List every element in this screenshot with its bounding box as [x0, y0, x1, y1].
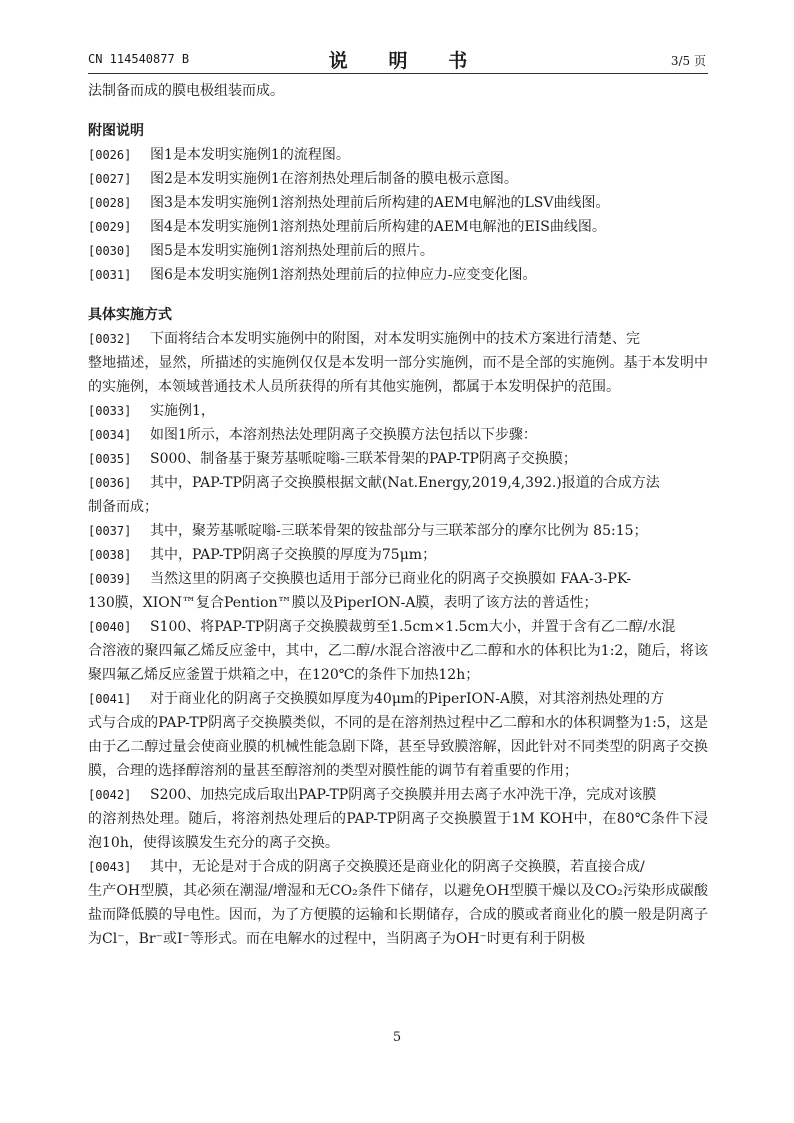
paragraph — [88, 215, 708, 239]
page-header — [88, 46, 708, 72]
embodiment-list — [88, 327, 708, 951]
paragraph-number: [0036] — [88, 476, 132, 490]
paragraph — [88, 783, 708, 807]
figure-list — [88, 143, 708, 287]
paragraph-text: 其中，PAP-TP阴离子交换膜的厚度为75μm； — [150, 547, 437, 563]
paragraph-number: [0040] — [88, 620, 132, 634]
paragraph-continuation: 整地描述，显然，所描述的实施例仅仅是本发明一部分实施例，而不是全部的实施例。基于本发明中的实施例，本领域普通技术人员所获得的所有其他实施例，都属于本发明保护的范围。 — [88, 355, 708, 395]
paragraph-number: [0034] — [88, 428, 132, 442]
intro-line: 法制备而成的膜电极组装而成。 — [88, 83, 284, 99]
paragraph — [88, 143, 708, 167]
paragraph — [88, 423, 708, 447]
paragraph-continuation: 130膜，XION™复合Pention™膜以及PiperION-A膜，表明了该方法的普适性； — [88, 595, 598, 611]
patent-number: CN 114540877 B — [88, 52, 190, 66]
paragraph-text: S200、加热完成后取出PAP-TP阴离子交换膜并用去离子水冲洗干净，完成对该膜 — [150, 787, 657, 803]
paragraph-continuation: 合溶液的聚四氟乙烯反应釜中，其中，乙二醇/水混合溶液中乙二醇和水的体积比为1:2，随后，将该聚四氟乙烯反应釜置于烘箱之中，在120℃的条件下加热12h； — [88, 643, 708, 683]
paragraph-text: 图2是本发明实施例1在溶剂热处理后制备的膜电极示意图。 — [150, 171, 518, 187]
page-label: 3/5 页 — [670, 54, 706, 68]
paragraph-number: [0030] — [88, 244, 132, 258]
paragraph-number: [0043] — [88, 860, 132, 874]
paragraph-continuation: 式与合成的PAP-TP阴离子交换膜类似，不同的是在溶剂热过程中乙二醇和水的体积调整为1:5，这是由于乙二醇过量会使商业膜的机械性能急剧下降，甚至导致膜溶解，因此针对不同类型的阴离子交换膜，合理的选择醇溶剂的量甚至醇溶剂的类型对膜性能的调节有着重要的作用； — [88, 715, 708, 779]
paragraph-text: 图1是本发明实施例1的流程图。 — [150, 147, 350, 163]
paragraph — [88, 167, 708, 191]
paragraph-number: [0037] — [88, 524, 132, 538]
paragraph-text: 图6是本发明实施例1溶剂热处理前后的拉伸应力-应变变化图。 — [150, 267, 537, 283]
paragraph-number: [0041] — [88, 692, 132, 706]
paragraph-continuation: 生产OH型膜，其必须在潮湿/增湿和无CO₂条件下储存，以避免OH型膜干燥以及CO₂污染形成碳酸盐而降低膜的导电性。因而，为了方便膜的运输和长期储存，合成的膜或者商业化的膜一般是阴离子为Cl⁻，Br⁻或I⁻等形式。而在电解水的过程中，当阴离子为OH⁻时更有利于阴极 — [88, 883, 708, 947]
header-rule — [88, 73, 708, 74]
document-body — [88, 79, 708, 951]
paragraph-text: 其中，PAP-TP阴离子交换膜根据文献(Nat.Energy,2019,4,392.)报道的合成方法 — [150, 475, 660, 491]
paragraph-number: [0026] — [88, 148, 132, 162]
paragraph-text: 下面将结合本发明实施例中的附图，对本发明实施例中的技术方案进行清楚、完 — [150, 331, 640, 347]
paragraph-continuation: 的溶剂热处理。随后，将溶剂热处理后的PAP-TP阴离子交换膜置于1M KOH中，在80℃条件下浸泡10h，使得该膜发生充分的离子交换。 — [88, 811, 708, 851]
section-heading-embodiment: 具体实施方式 — [88, 307, 172, 323]
paragraph-text: S100、将PAP-TP阴离子交换膜裁剪至1.5cm×1.5cm大小，并置于含有乙二醇/水混 — [150, 619, 676, 635]
paragraph — [88, 399, 708, 423]
paragraph-number: [0029] — [88, 220, 132, 234]
paragraph — [88, 263, 708, 287]
paragraph-text: 实施例1， — [150, 403, 215, 419]
page-number: 5 — [392, 1030, 402, 1045]
paragraph-number: [0035] — [88, 452, 132, 466]
paragraph-number: [0027] — [88, 172, 132, 186]
paragraph-number: [0033] — [88, 404, 132, 418]
paragraph-text: 如图1所示，本溶剂热法处理阴离子交换膜方法包括以下步骤： — [150, 427, 537, 443]
paragraph-text: 当然这里的阴离子交换膜也适用于部分已商业化的阴离子交换膜如 FAA-3-PK- — [150, 571, 632, 587]
paragraph-number: [0032] — [88, 332, 132, 346]
paragraph — [88, 543, 708, 567]
paragraph — [88, 855, 708, 879]
paragraph-text: 图3是本发明实施例1溶剂热处理前后所构建的AEM电解池的LSV曲线图。 — [150, 195, 610, 211]
paragraph-number: [0028] — [88, 196, 132, 210]
paragraph — [88, 447, 708, 471]
paragraph-number: [0039] — [88, 572, 132, 586]
paragraph-continuation: 制备而成； — [88, 499, 158, 515]
paragraph — [88, 687, 708, 711]
paragraph-text: 图4是本发明实施例1溶剂热处理前后所构建的AEM电解池的EIS曲线图。 — [150, 219, 606, 235]
paragraph-text: 对于商业化的阴离子交换膜如厚度为40μm的PiperION-A膜，对其溶剂热处理的方 — [150, 691, 665, 707]
paragraph — [88, 471, 708, 495]
section-heading-figures: 附图说明 — [88, 123, 144, 139]
paragraph — [88, 615, 708, 639]
document-title: 说 明 书 — [328, 50, 485, 72]
paragraph — [88, 239, 708, 263]
paragraph-number: [0038] — [88, 548, 132, 562]
paragraph — [88, 327, 708, 351]
paragraph-text: S000、制备基于聚芳基哌啶嗡-三联苯骨架的PAP-TP阴离子交换膜； — [150, 451, 577, 467]
paragraph-text: 其中，无论是对于合成的阴离子交换膜还是商业化的阴离子交换膜，若直接合成/ — [150, 859, 645, 875]
paragraph-number: [0042] — [88, 788, 132, 802]
paragraph-text: 图5是本发明实施例1溶剂热处理前后的照片。 — [150, 243, 434, 259]
paragraph — [88, 519, 708, 543]
paragraph — [88, 191, 708, 215]
paragraph-text: 其中，聚芳基哌啶嗡-三联苯骨架的铵盐部分与三联苯部分的摩尔比例为 85:15； — [150, 523, 648, 539]
paragraph — [88, 567, 708, 591]
paragraph-number: [0031] — [88, 268, 132, 282]
